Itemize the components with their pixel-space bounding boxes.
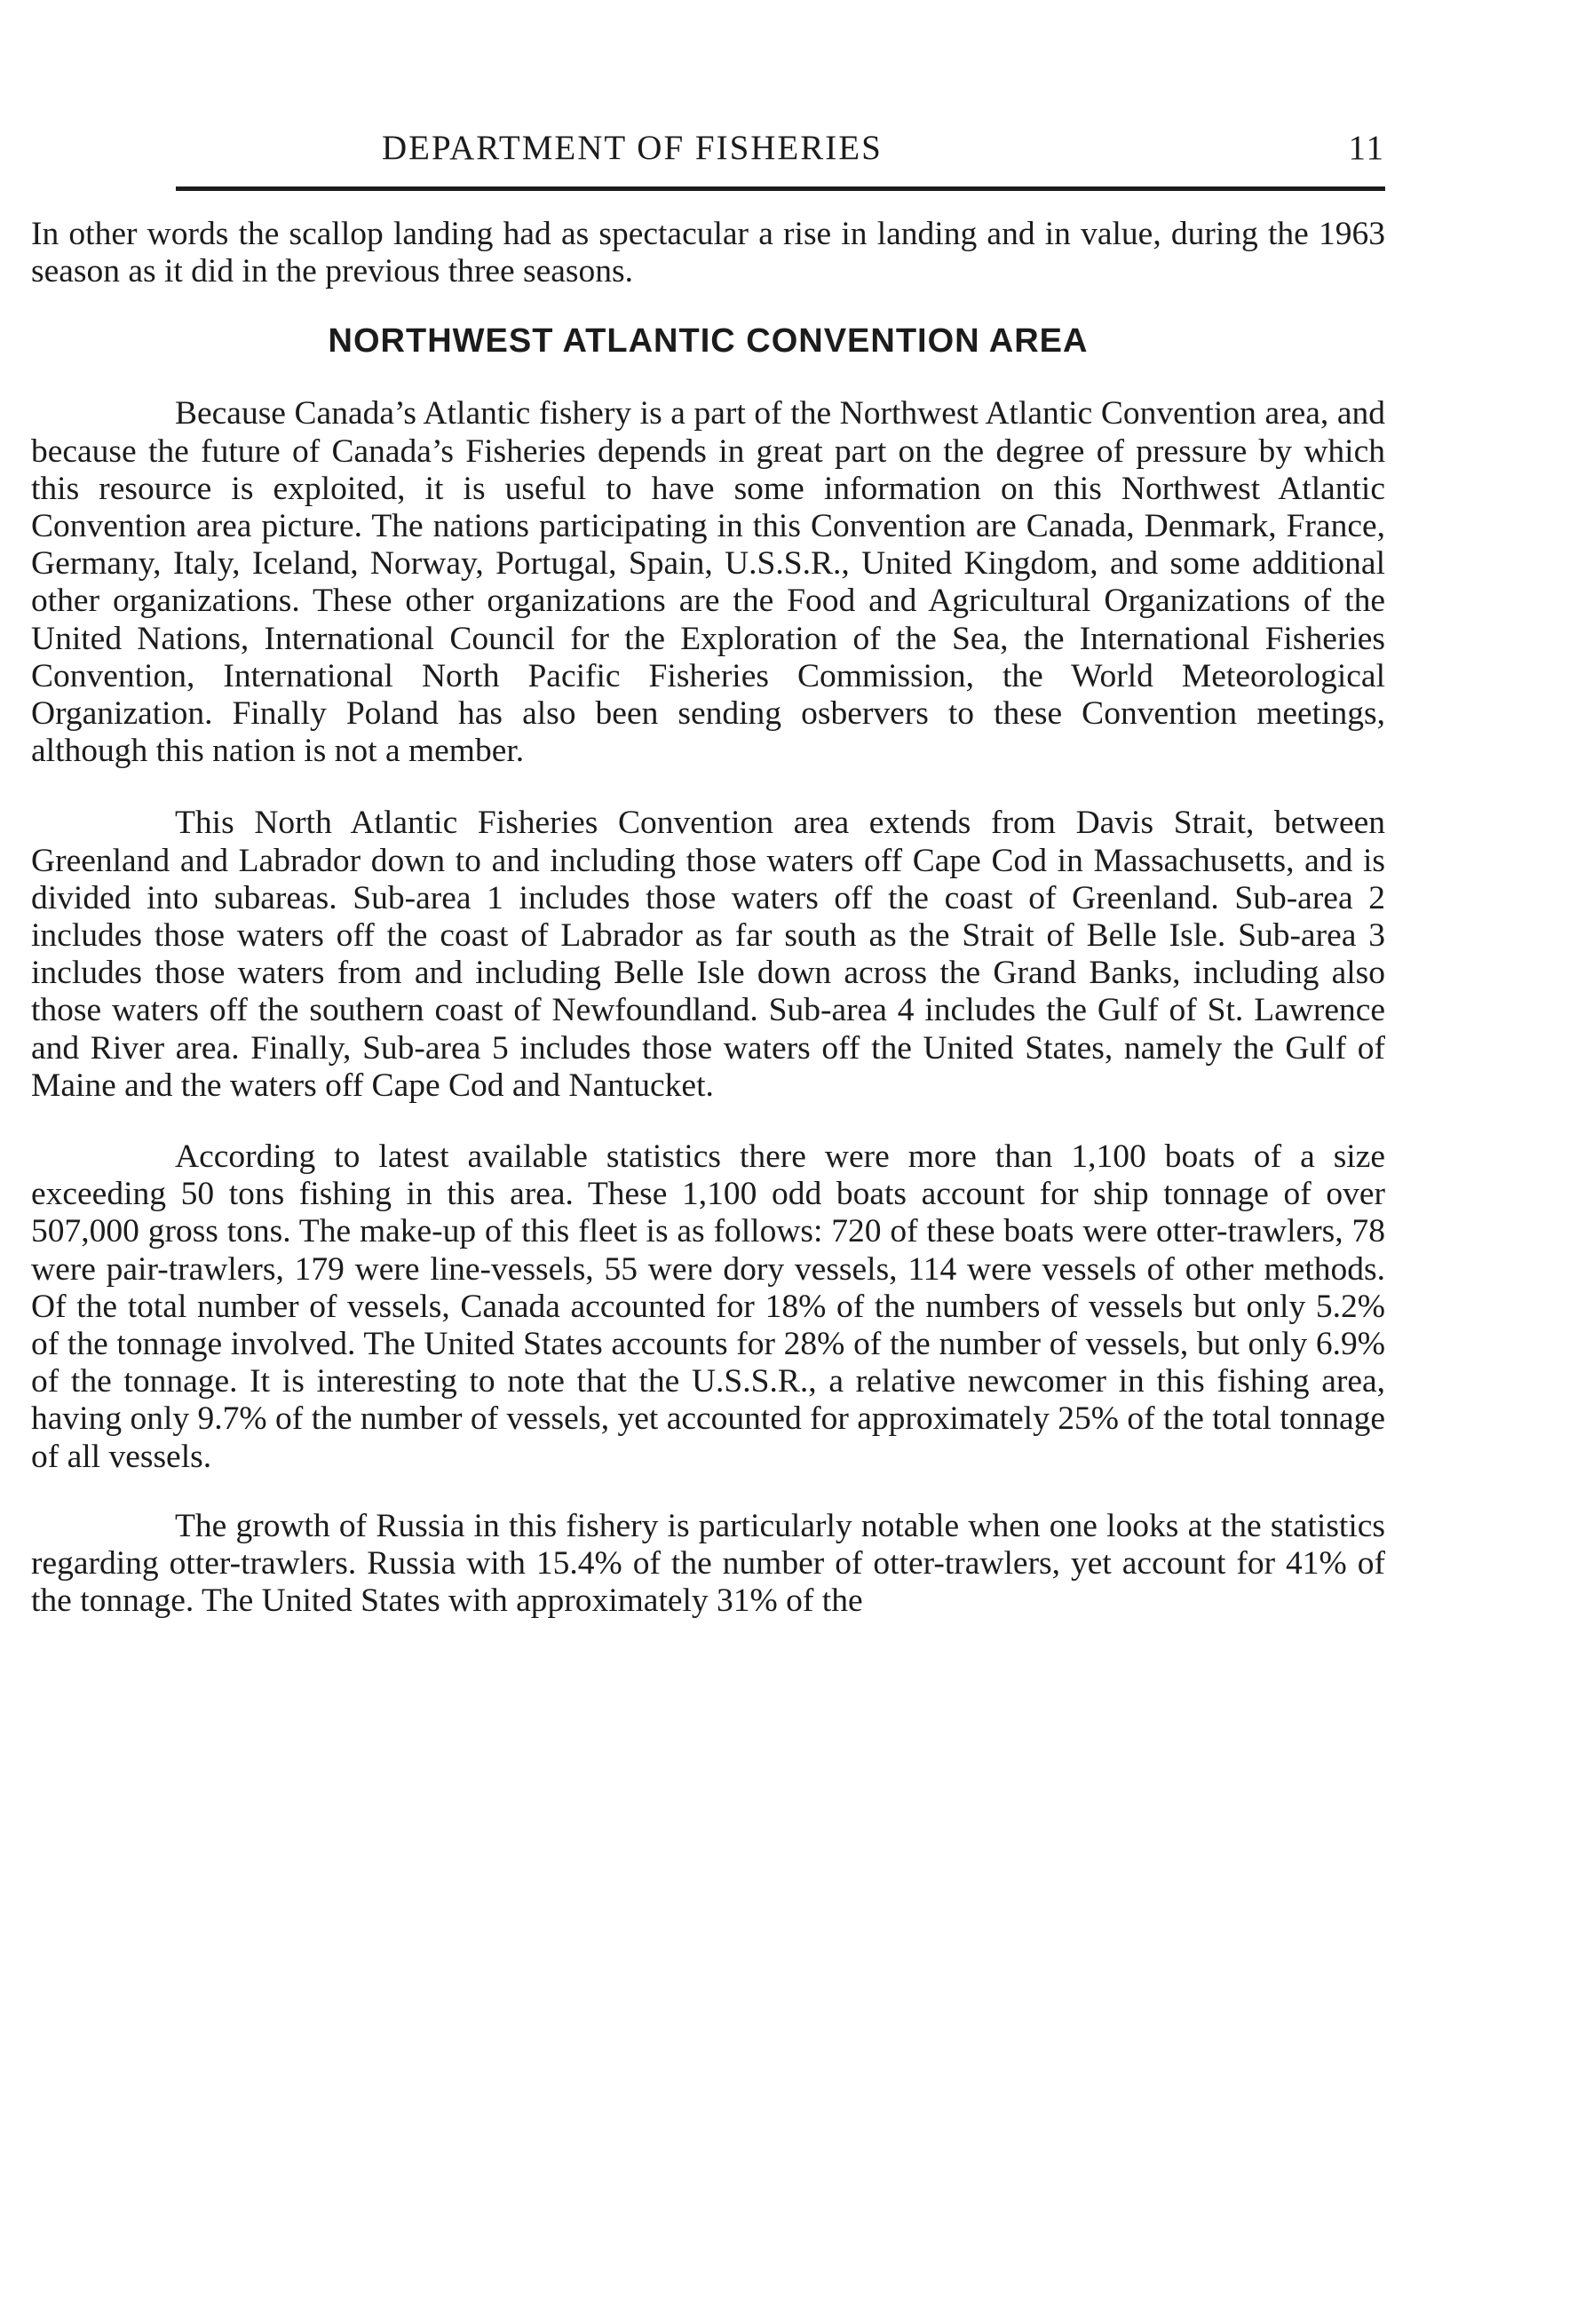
section-heading: NORTHWEST ATLANTIC CONVENTION AREA [328, 322, 1089, 361]
page-number: 11 [1348, 129, 1385, 167]
intro-paragraph: In other words the scallop landing had as spectacular a rise in landing and in value, during the 1963 season as it did in the previous three seasons. [31, 216, 1385, 290]
header-rule [176, 186, 1385, 191]
paragraph-russia-growth: The growth of Russia in this fishery is particularly notable when one looks at the statistics regarding otter-trawlers. Russia with 15.4% of the number of otter-trawlers, yet account for 41% of the tonnage. The United States with approximately 31% of the [31, 1507, 1385, 1620]
body-text [31, 216, 1385, 1621]
running-header [382, 128, 1385, 172]
paragraph-convention-area: This North Atlantic Fisheries Convention area extends from Davis Strait, between Greenland and Labrador down to and including those waters off Cape Cod in Massachusetts, and is divided into subareas. Sub-area 1 includes those waters off the coast of Greenland. Sub-area 2 includes those waters off the coast of Labrador as far south as the Strait of Belle Isle. Sub-area 3 includes those waters from and including Belle Isle down across the Grand Banks, including also those waters off the southern coast of Newfoundland. Sub-area 4 includes the Gulf of St. Lawrence and River area. Finally, Sub-area 5 includes those waters off the United States, namely the Gulf of Maine and the waters off Cape Cod and Nantucket. [31, 805, 1385, 1104]
running-header-title: DEPARTMENT OF FISHERIES [382, 129, 883, 167]
paragraph-convention-members: Because Canada’s Atlantic fishery is a part of the Northwest Atlantic Convention area, and because the future of Canada’s Fisheries depends in great part on the degree of pressure by which this resource is exploited, it is useful to have some information on this Northwest Atlantic Convention area picture. The nations participating in this Convention are Canada, Denmark, France, Germany, Italy, Iceland, Norway, Portugal, Spain, U.S.S.R., United Kingdom, and some additional other organizations. These other organizations are the Food and Agricultural Organizations of the United Nations, International Council for the Exploration of the Sea, the International Fisheries Convention, International North Pacific Fisheries Commission, the World Meteorological Organization. Finally Poland has also been sending osbervers to these Convention meetings, although this nation is not a member. [31, 395, 1385, 770]
paragraph-fleet-statistics: According to latest available statistics there were more than 1,100 boats of a size exceeding 50 tons fishing in this area. These 1,100 odd boats account for ship tonnage of over 507,000 gross tons. The make-up of this fleet is as follows: 720 of these boats were otter-trawlers, 78 were pair-trawlers, 179 were line-vessels, 55 were dory vessels, 114 were vessels of other methods. Of the total number of vessels, Canada accounted for 18% of the numbers of vessels but only 5.2% of the tonnage involved. The United States accounts for 28% of the number of vessels, but only 6.9% of the tonnage. It is interesting to note that the U.S.S.R., a relative newcomer in this fishing area, having only 9.7% of the number of vessels, yet accounted for approximately 25% of the total tonnage of all vessels. [31, 1138, 1385, 1475]
